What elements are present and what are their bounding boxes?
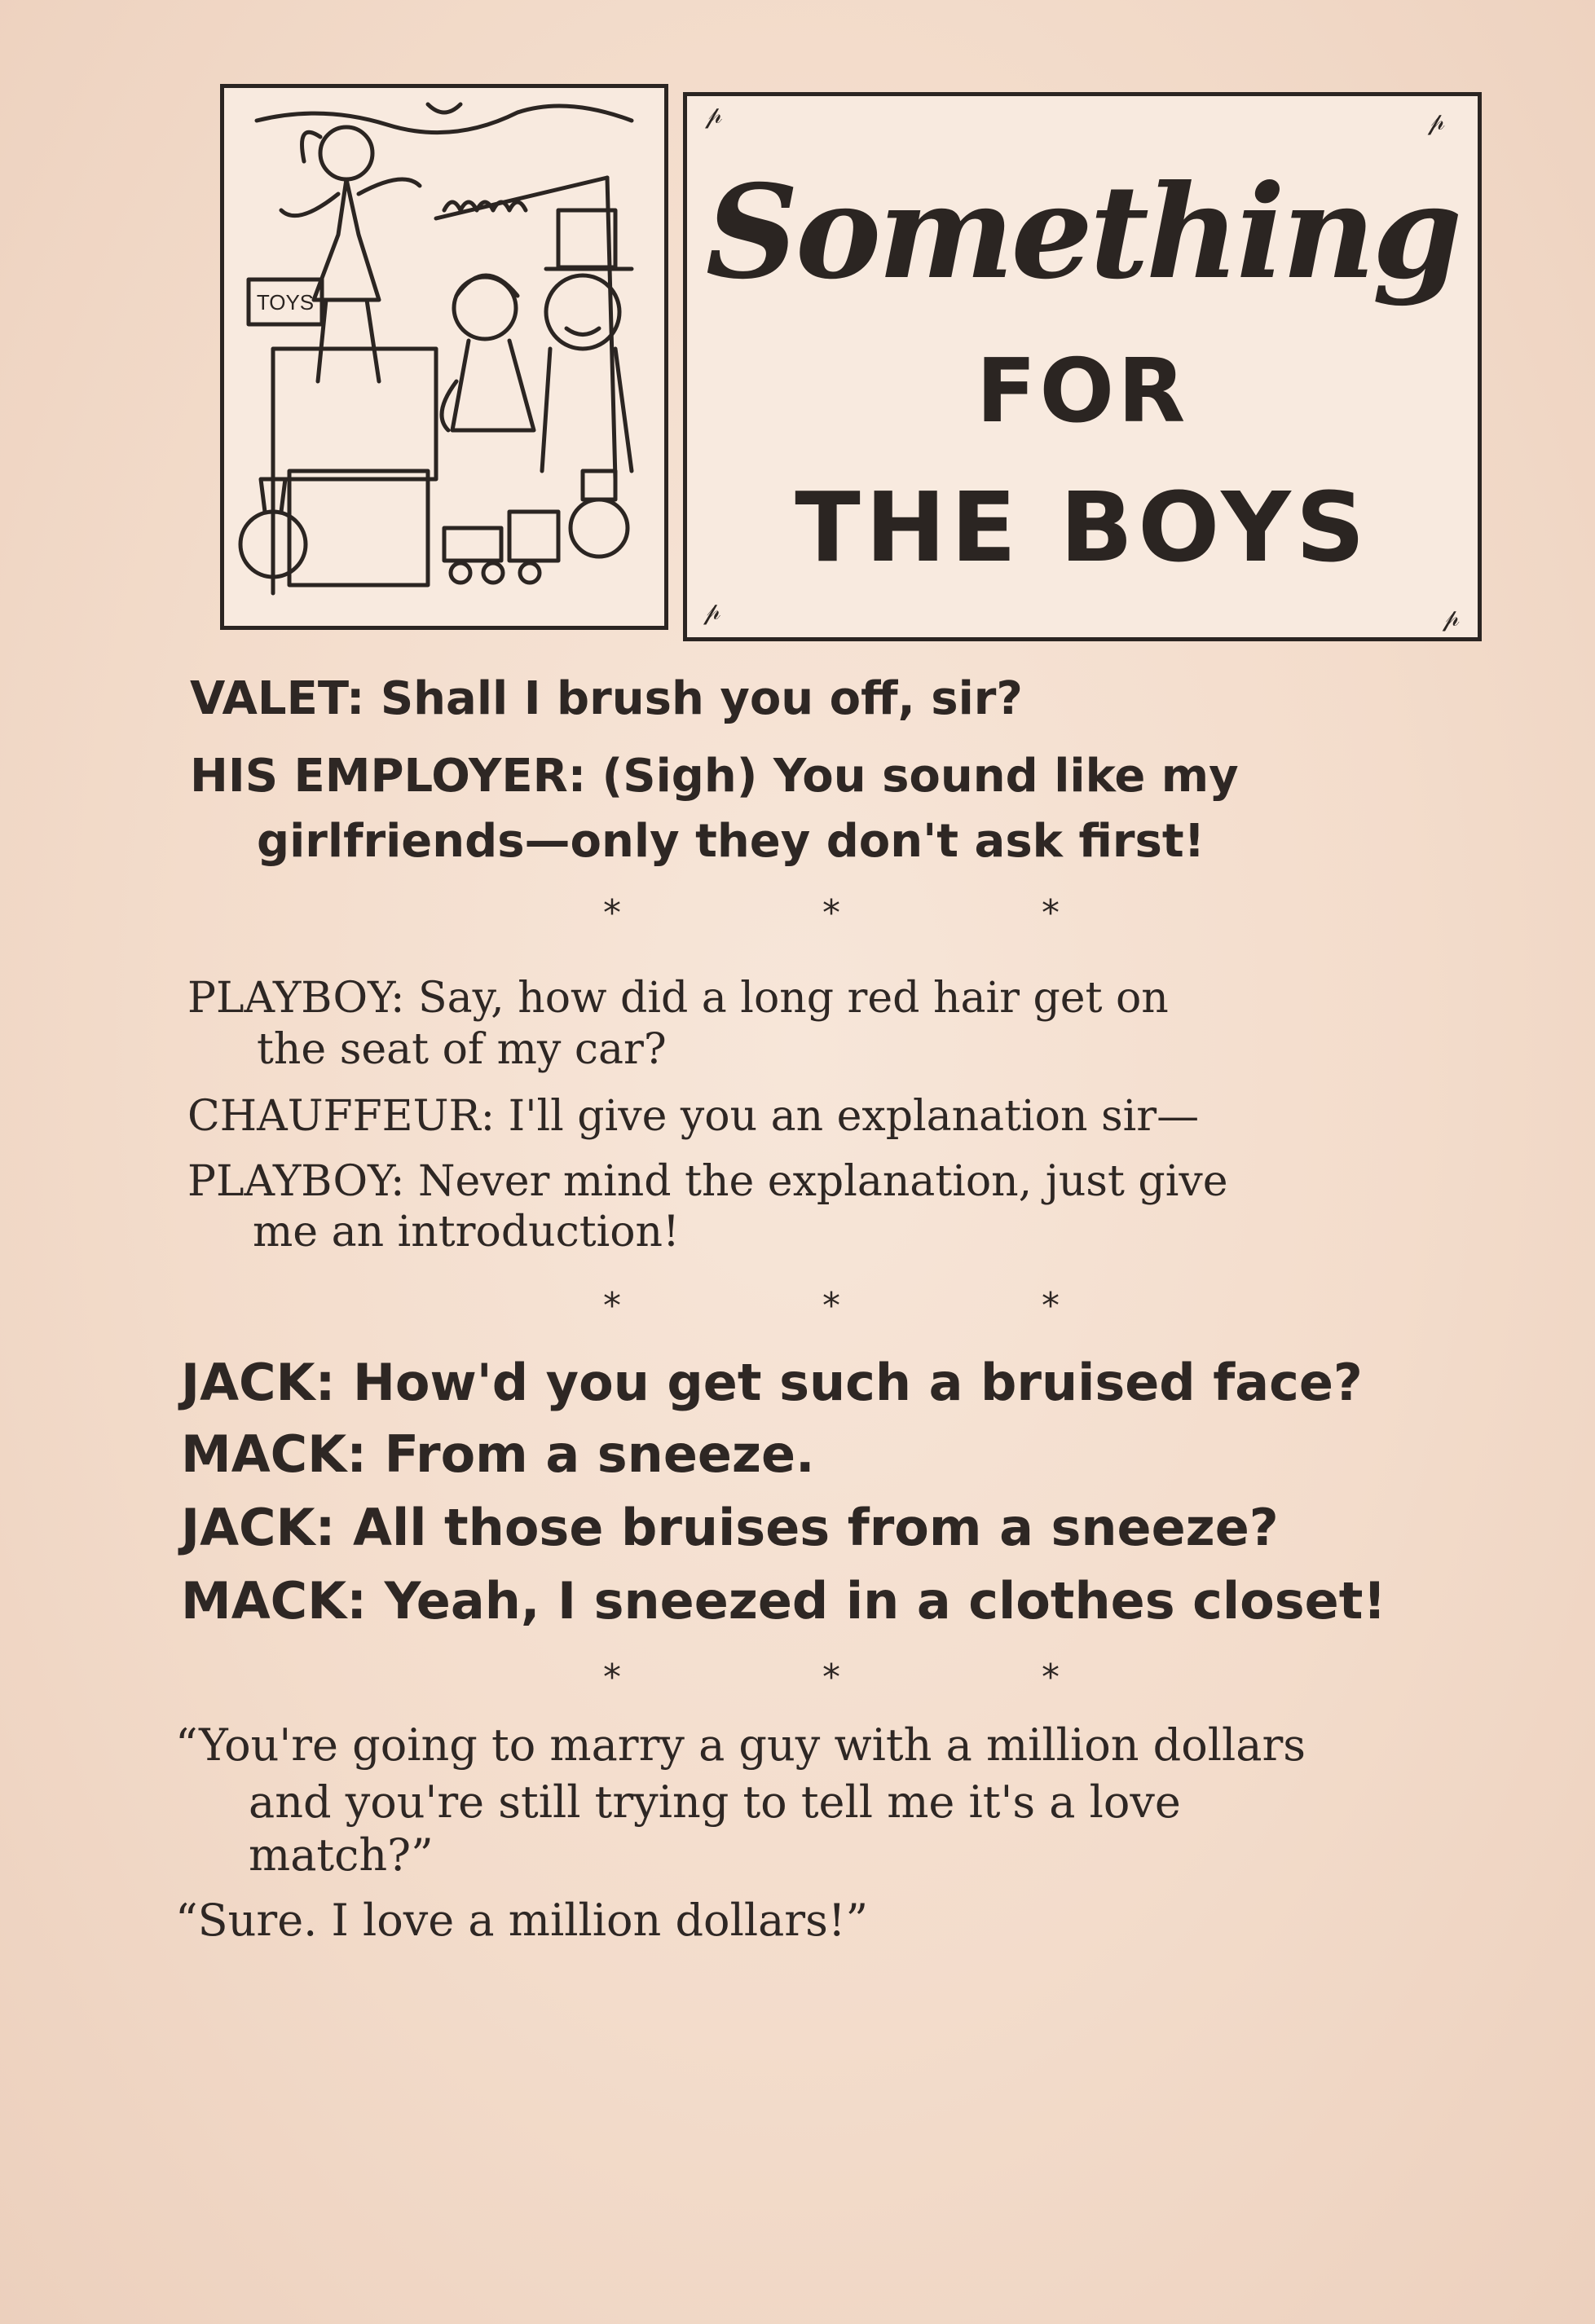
title-script-something: Something [705, 157, 1460, 308]
joke-line: me an introduction! [253, 1208, 680, 1257]
separator-asterisks: * * * [603, 892, 1060, 934]
joke-line: MACK: From a sneeze. [181, 1424, 815, 1484]
joke-line: PLAYBOY: Say, how did a long red hair get on [187, 974, 1169, 1023]
joke-line: JACK: All those bruises from a sneeze? [181, 1498, 1279, 1557]
joke-line: and you're still trying to tell me it's a love [249, 1776, 1181, 1828]
joke-line: girlfriends—only they don't ask first! [257, 815, 1205, 868]
joke-line: “Sure. I love a million dollars!” [175, 1895, 869, 1946]
joke-line: MACK: Yeah, I sneezed in a clothes closet! [181, 1571, 1386, 1631]
corner-tack-icon: 𝓅 [705, 101, 723, 130]
cartoon-illustration [220, 84, 668, 630]
joke-line: “You're going to marry a guy with a million dollars [175, 1719, 1306, 1771]
title-box [683, 92, 1482, 641]
joke-line: CHAUFFEUR: I'll give you an explanation sir— [187, 1092, 1200, 1141]
toy-store-cartoon [224, 88, 664, 626]
joke-line: JACK: How'd you get such a bruised face? [181, 1353, 1363, 1412]
joke-line: PLAYBOY: Never mind the explanation, just give [187, 1157, 1228, 1206]
separator-asterisks: * * * [603, 1285, 1060, 1327]
title-the-boys: THE BOYS [795, 471, 1370, 583]
joke-line: match?” [249, 1829, 434, 1881]
toys-sign-text: TOYS [256, 290, 315, 315]
joke-line: VALET: Shall I brush you off, sir? [190, 672, 1023, 725]
separator-asterisks: * * * [603, 1657, 1060, 1698]
joke-line: the seat of my car? [257, 1025, 667, 1074]
corner-tack-icon: 𝓅 [1442, 604, 1460, 632]
corner-tack-icon: 𝓅 [703, 597, 721, 626]
corner-tack-icon: 𝓅 [1427, 108, 1445, 136]
joke-line: HIS EMPLOYER: (Sigh) You sound like my [190, 750, 1239, 803]
title-for: FOR [976, 341, 1189, 442]
